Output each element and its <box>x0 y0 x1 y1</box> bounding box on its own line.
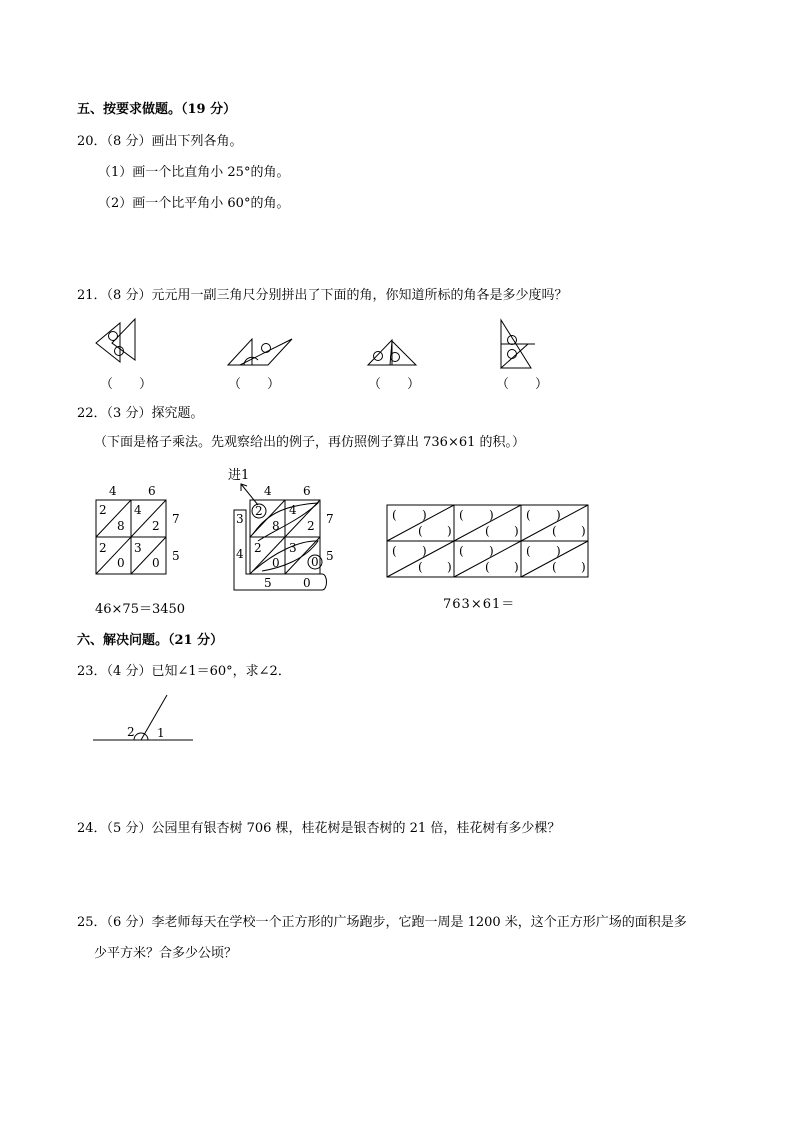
ex1-cell: 8 <box>117 519 125 533</box>
exercise-paren: ) <box>489 508 494 522</box>
ex2-bottom-digit-2: 0 <box>303 576 311 590</box>
q23-stem: 23．（4 分）已知∠1＝60°，求∠2． <box>77 664 291 679</box>
exercise-paren: ) <box>514 560 519 574</box>
ex1-cell: 0 <box>152 556 160 570</box>
q20-stem: 20．（8 分）画出下列各角。 <box>77 134 243 149</box>
q21-answer-blank-2: （ ） <box>228 377 281 392</box>
ex2-carry-label: 进1 <box>228 468 250 483</box>
exercise-paren: ) <box>489 544 494 558</box>
ex1-cell: 2 <box>99 503 107 517</box>
exercise-paren: ) <box>447 560 452 574</box>
ex1-cell: 2 <box>99 541 107 555</box>
exercise-paren: ( <box>526 508 531 522</box>
q21-answer-blank-1: （ ） <box>100 377 153 392</box>
exercise-paren: ( <box>459 508 464 522</box>
q24-stem: 24．（5 分）公园里有银杏树 706 棵，桂花树是银杏树的 21 倍，桂花树有多少棵？ <box>77 821 561 836</box>
exercise-paren: ) <box>422 508 427 522</box>
exercise-paren: ( <box>459 544 464 558</box>
q25-line-1: 25．（6 分）李老师每天在学校一个正方形的广场跑步，它跑一周是 1200 米，这个正方形广场的面积是多 <box>77 915 687 930</box>
ex2-right-digit-1: 7 <box>326 512 334 526</box>
q20-item-2: （2）画一个比平角小 60°的角。 <box>98 196 290 211</box>
ex2-cell: 8 <box>272 519 280 533</box>
exercise-paren: ( <box>418 560 423 574</box>
exercise-paren: ) <box>447 524 452 538</box>
ex2-cell: 0 <box>311 555 319 569</box>
ex2-cell: 3 <box>289 541 297 555</box>
ex1-cell: 4 <box>134 503 142 517</box>
exercise-paren: ( <box>552 524 557 538</box>
ex2-cell: 0 <box>272 556 280 570</box>
ex2-right-digit-2: 5 <box>326 549 334 563</box>
ex2-left-digit-1: 3 <box>236 512 244 526</box>
q25-line-2: 少平方米？合多少公顷？ <box>94 946 238 961</box>
ex2-cell: 4 <box>289 503 297 517</box>
angle-2-label: 2 <box>127 725 135 739</box>
ex2-bottom-digit-1: 5 <box>264 576 272 590</box>
exercise-paren: ) <box>422 544 427 558</box>
ex2-cell: 2 <box>307 519 315 533</box>
exercise-equation: 763×61＝ <box>443 597 516 612</box>
angle-1-label: 1 <box>157 726 165 740</box>
exercise-paren: ) <box>514 524 519 538</box>
exercise-paren: ) <box>556 508 561 522</box>
q21-answer-blank-4: （ ） <box>496 377 549 392</box>
exercise-paren: ) <box>581 560 586 574</box>
ex1-right-digit-2: 5 <box>172 549 180 563</box>
exercise-paren: ) <box>581 524 586 538</box>
ex1-equation: 46×75＝3450 <box>95 602 186 617</box>
ex1-top-digit-2: 6 <box>148 484 156 498</box>
section-6-heading: 六、解决问题。（21 分） <box>77 633 224 648</box>
section-5-heading: 五、按要求做题。（19 分） <box>77 102 237 117</box>
ex2-top-digit-1: 4 <box>264 484 272 498</box>
q20-item-1: （1）画一个比直角小 25°的角。 <box>98 165 290 180</box>
exercise-paren: ) <box>556 544 561 558</box>
exercise-paren: ( <box>552 560 557 574</box>
exercise-paren: ( <box>485 524 490 538</box>
ex1-right-digit-1: 7 <box>172 512 180 526</box>
ex2-cell: 2 <box>255 504 263 518</box>
ex1-cell: 3 <box>134 541 142 555</box>
exercise-paren: ( <box>392 508 397 522</box>
ex1-top-digit-1: 4 <box>109 484 117 498</box>
exercise-paren: ( <box>418 524 423 538</box>
exercise-paren: ( <box>392 544 397 558</box>
q22-instruction: （下面是格子乘法。先观察给出的例子，再仿照例子算出 736×61 的积。） <box>94 435 526 450</box>
q22-stem: 22．（3 分）探究题。 <box>77 406 204 421</box>
ex1-cell: 0 <box>117 556 125 570</box>
ex2-top-digit-2: 6 <box>303 484 311 498</box>
ex1-cell: 2 <box>152 519 160 533</box>
exercise-paren: ( <box>485 560 490 574</box>
q21-answer-blank-3: （ ） <box>368 377 421 392</box>
ex2-left-digit-2: 4 <box>236 547 244 561</box>
q21-stem: 21．（8 分）元元用一副三角尺分别拼出了下面的角，你知道所标的角各是多少度吗？ <box>77 288 568 303</box>
ex2-cell: 2 <box>254 541 262 555</box>
exercise-paren: ( <box>526 544 531 558</box>
